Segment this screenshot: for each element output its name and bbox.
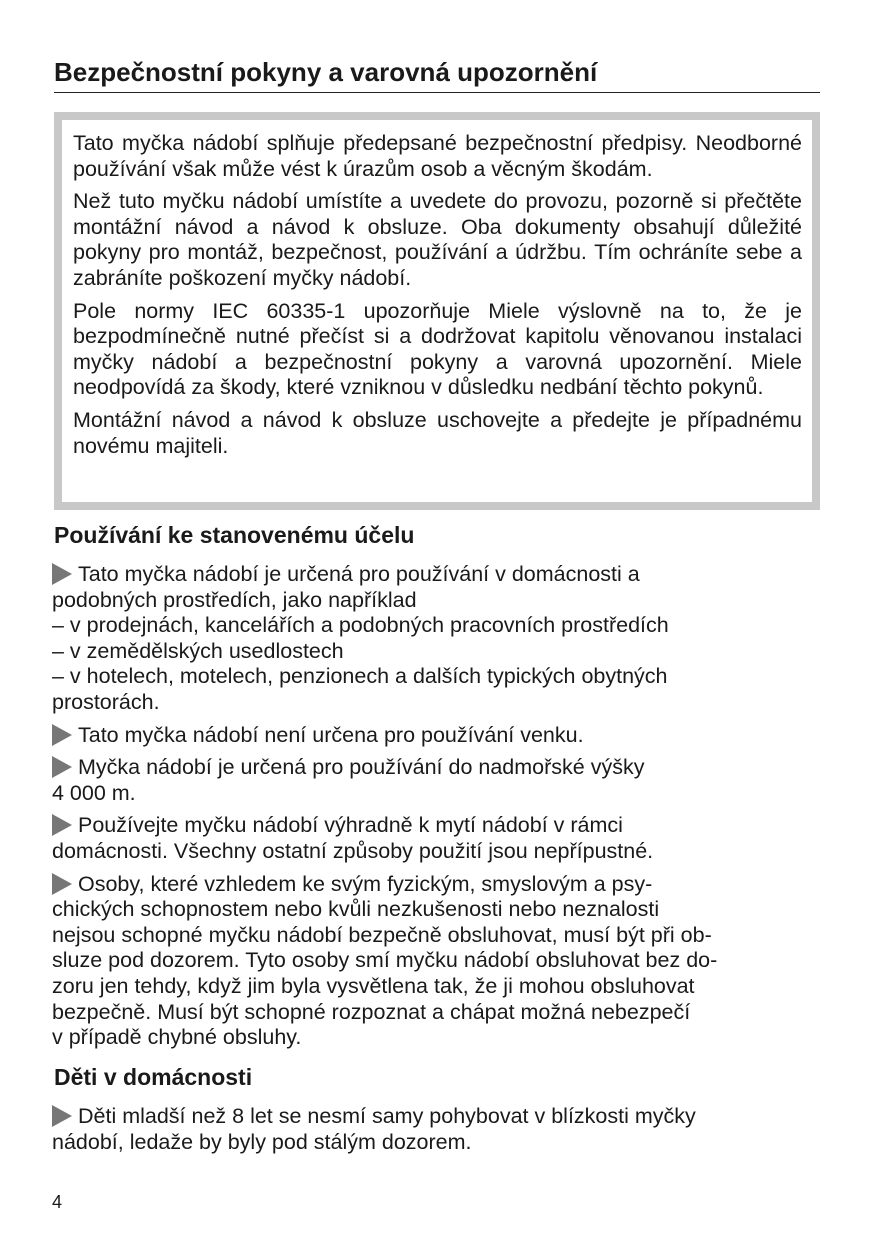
list-item-line: prostorách. xyxy=(52,689,160,714)
list-item xyxy=(52,872,822,1051)
list-item xyxy=(52,813,822,864)
list-item-line: sluze pod dozorem. Tyto osoby smí myčku nádobí obsluhovat bez do- xyxy=(52,948,718,973)
list-item-text: Tato myčka nádobí není určena pro používání venku. xyxy=(78,722,584,747)
list-item-text: Osoby, které vzhledem ke svým fyzickým, smyslovým a psy- xyxy=(78,871,653,896)
list-item xyxy=(52,755,822,806)
warning-paragraph: Montážní návod a návod k obsluze uschovejte a předejte je případnému novému majiteli. xyxy=(73,407,802,458)
list-item xyxy=(52,562,822,716)
list-item-line: chických schopnostem nebo kvůli nezkušenosti nebo neznalosti xyxy=(52,897,660,922)
list-item-text: Děti mladší než 8 let se nesmí samy pohybovat v blízkosti myčky xyxy=(78,1104,696,1128)
list-item-line: domácnosti. Všechny ostatní způsoby použití jsou nepřípustné. xyxy=(52,838,654,863)
list-item-line: – v hotelech, motelech, penzionech a dalších typických obytných xyxy=(52,664,668,689)
triangle-bullet-icon xyxy=(52,873,72,895)
warning-paragraph: Než tuto myčku nádobí umístíte a uvedete do provozu, pozorně si přečtěte montážní návod a návod k obsluze. Oba dokumenty obsahují důležité pokyny pro montáž, bezpečnost, používání a údržbu. Tím ochráníte sebe a zabráníte poškození myčky nádobí. xyxy=(73,189,802,290)
list-item-line xyxy=(52,813,822,839)
triangle-bullet-icon xyxy=(52,563,72,585)
list-item-line: nádobí, ledaže by byly pod stálým dozorem. xyxy=(52,1129,472,1154)
list-item-text: Tato myčka nádobí je určená pro používání v domácnosti a xyxy=(78,562,640,586)
triangle-bullet-icon xyxy=(52,1105,72,1127)
list-item xyxy=(52,723,822,749)
list-item-line xyxy=(52,562,822,588)
list-item-line xyxy=(52,755,822,781)
section-heading-children: Děti v domácnosti xyxy=(54,1064,253,1090)
list-item-line: – v prodejnách, kancelářích a podobných pracovních prostředích xyxy=(52,613,669,638)
list-item-line: v případě chybné obsluhy. xyxy=(52,1025,302,1050)
safety-warning-box xyxy=(54,112,820,510)
page-number: 4 xyxy=(52,1192,63,1212)
list-item-line: nejsou schopné myčku nádobí bezpečně obsluhovat, musí být při ob- xyxy=(52,922,712,947)
intended-use-list xyxy=(52,562,822,1058)
list-item-line: bezpečně. Musí být schopné rozpoznat a chápat možná nebezpečí xyxy=(52,999,691,1024)
list-item-line xyxy=(52,1104,822,1130)
list-item-line xyxy=(52,723,822,749)
page-title: Bezpečnostní pokyny a varovná upozornění xyxy=(54,54,820,93)
list-item-line: zoru jen tehdy, když jim byla vysvětlena tak, že ji mohou obsluhovat xyxy=(52,973,695,998)
section-heading-intended-use: Používání ke stanovenému účelu xyxy=(54,522,415,548)
list-item xyxy=(52,1104,822,1155)
warning-paragraph: Tato myčka nádobí splňuje předepsané bezpečnostní předpisy. Neodborné používání však může vést k úrazům osob a věcným škodám. xyxy=(73,131,802,181)
list-item-text: Používejte myčku nádobí výhradně k mytí nádobí v rámci xyxy=(78,813,623,838)
warning-paragraph: Pole normy IEC 60335-1 upozorňuje Miele výslovně na to, že je bezpodmínečně nutné přečíst si a dodržovat kapitolu věnovanou instalaci myčky nádobí a bezpečnostní pokyny a varovná upozornění. Miele neodpovídá za škody, které vzniknou v důsledku nedbání těchto pokynů. xyxy=(73,298,802,400)
list-item-line: – v zemědělských usedlostech xyxy=(52,638,344,663)
triangle-bullet-icon xyxy=(52,814,72,836)
triangle-bullet-icon xyxy=(52,724,72,746)
list-item-line xyxy=(52,872,822,898)
children-list xyxy=(52,1104,822,1162)
triangle-bullet-icon xyxy=(52,756,72,778)
list-item-line: podobných prostředích, jako například xyxy=(52,587,417,612)
list-item-line: 4 000 m. xyxy=(52,780,136,805)
list-item-text: Myčka nádobí je určená pro používání do nadmořské výšky xyxy=(78,755,645,780)
